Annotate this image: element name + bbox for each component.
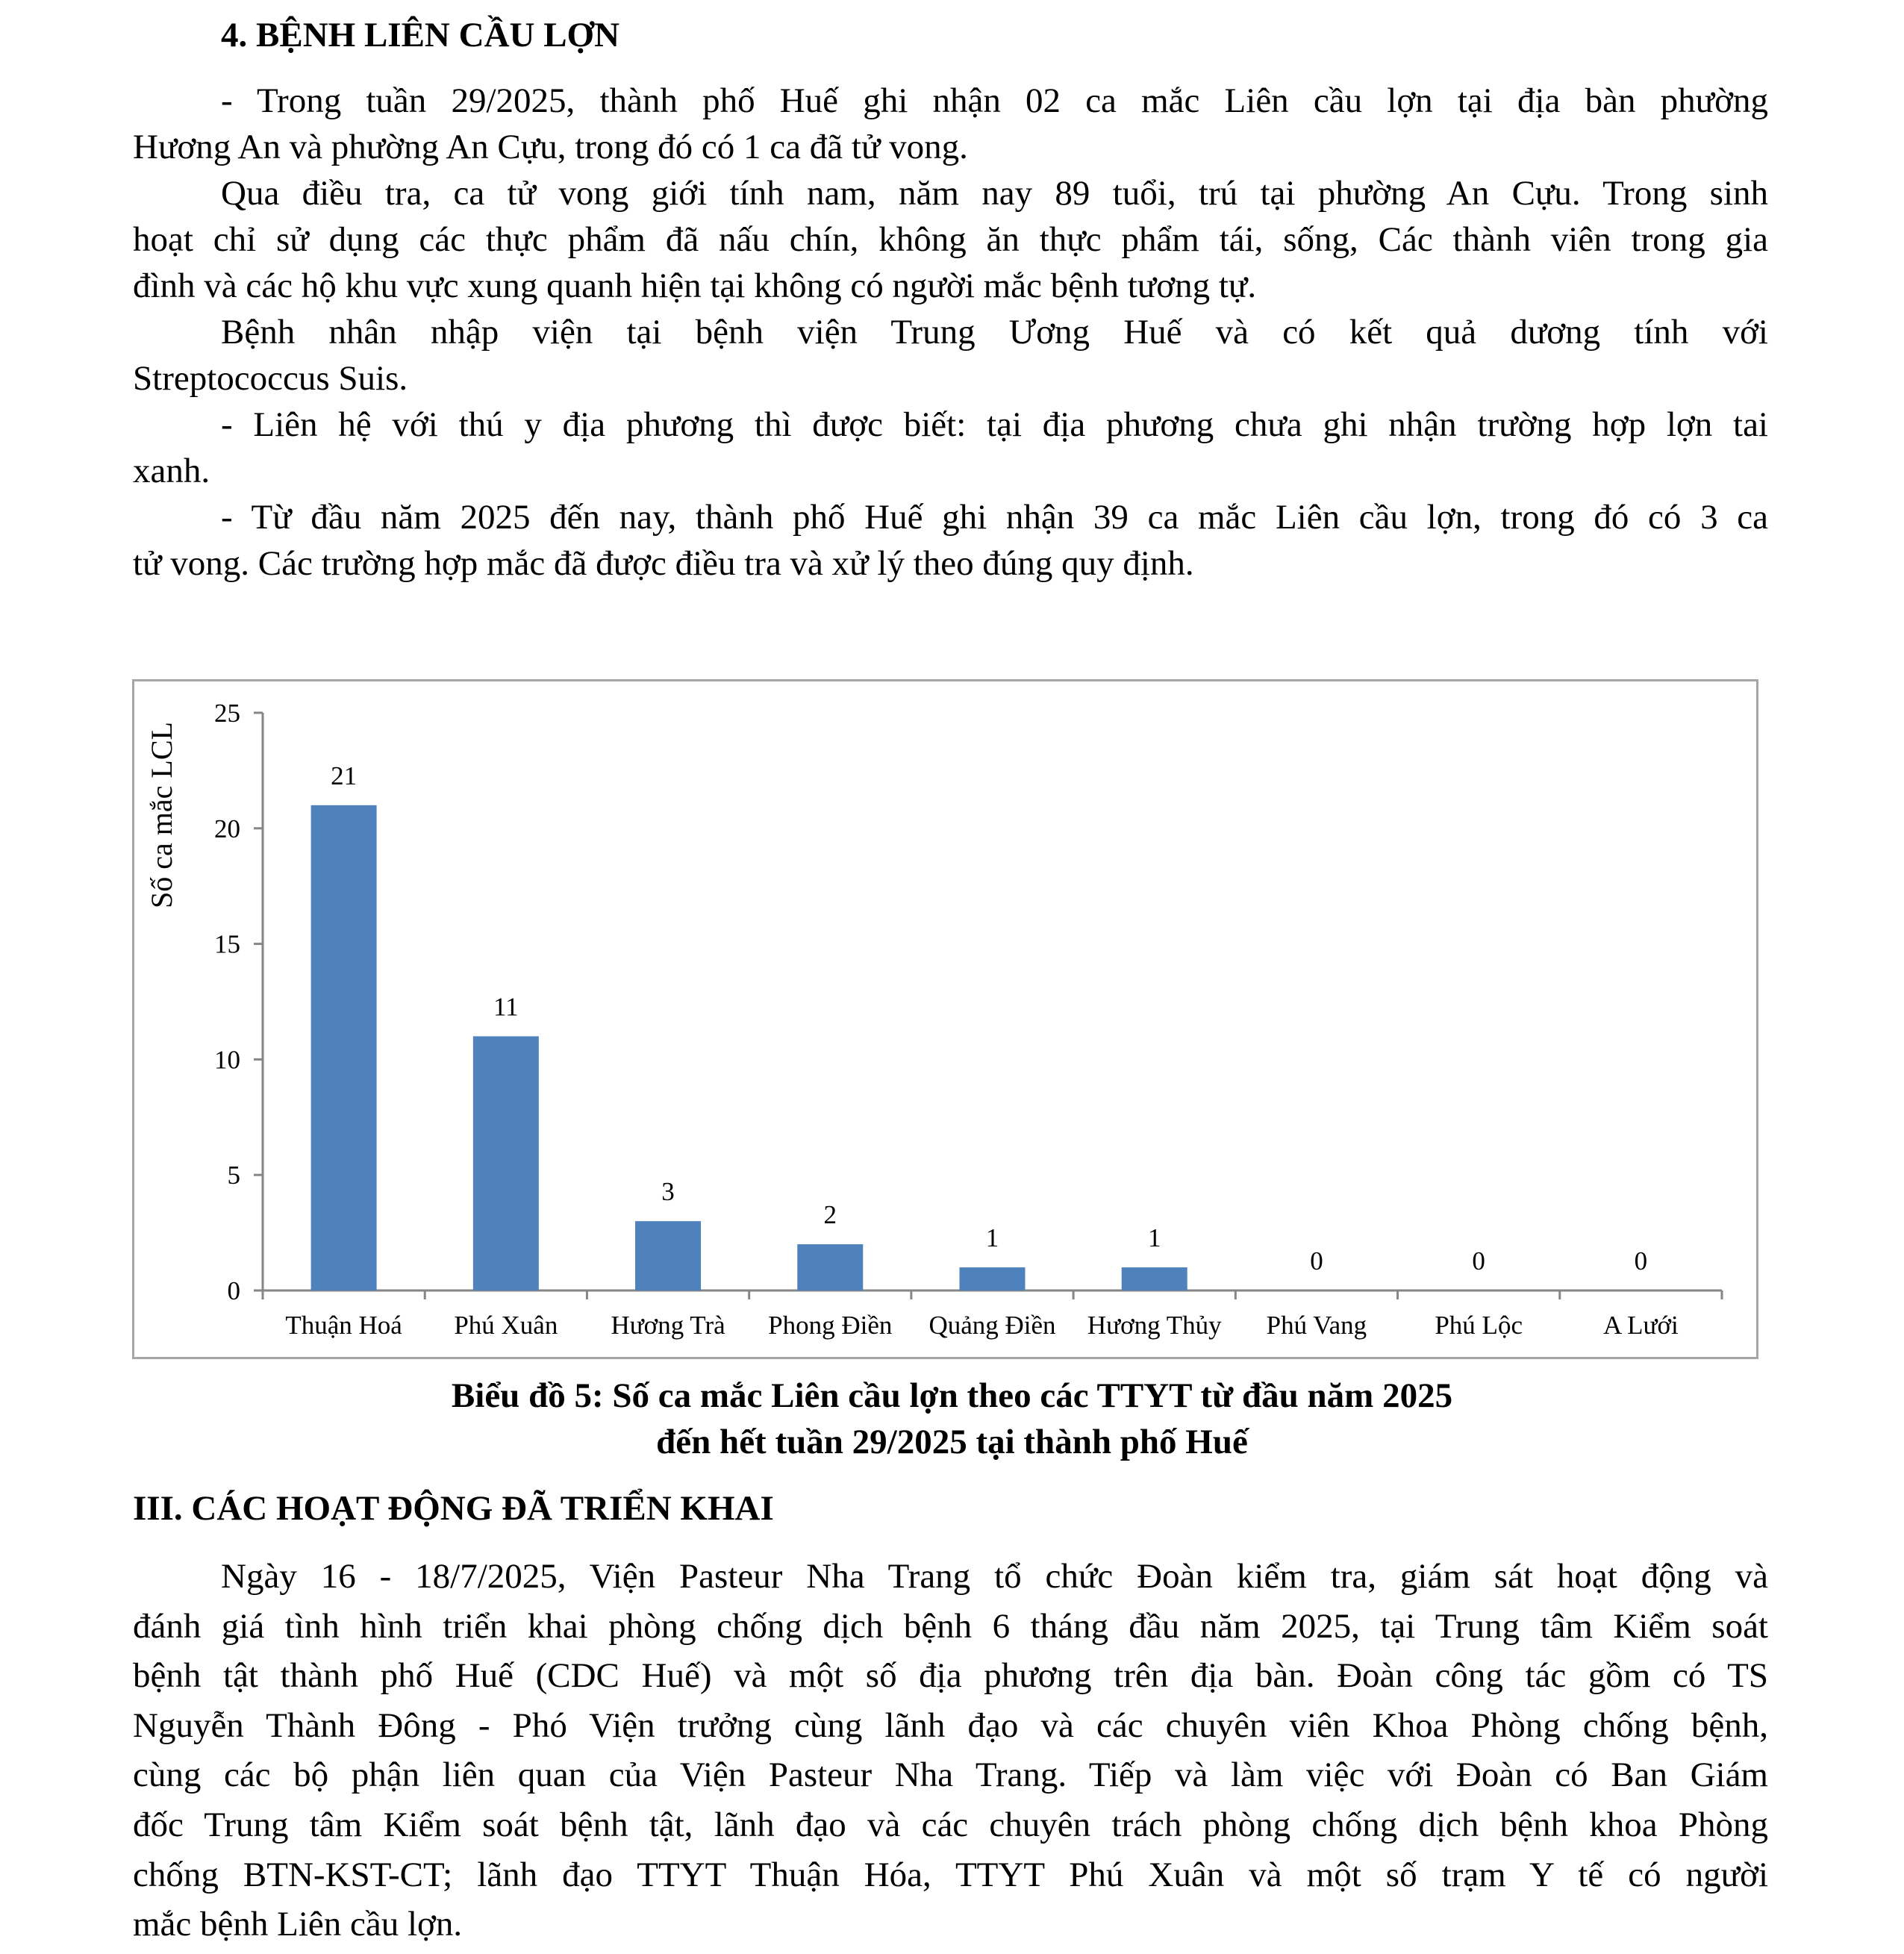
paragraph-line: - Trong tuần 29/2025, thành phố Huế ghi nhận 02 ca mắc Liên cầu lợn tại địa bàn phường	[221, 81, 1768, 120]
y-axis-label: Số ca mắc LCL	[145, 722, 178, 908]
y-tick-label: 25	[214, 699, 240, 728]
data-label: 0	[1310, 1246, 1323, 1276]
bar	[473, 1036, 539, 1290]
bar	[797, 1244, 863, 1290]
paragraph-line: đình và các hộ khu vực xung quanh hiện tại không có người mắc bệnh tương tự.	[133, 266, 1257, 305]
paragraph-line: hoạt chỉ sử dụng các thực phẩm đã nấu chín, không ăn thực phẩm tái, sống, Các thành viên trong gia	[133, 220, 1768, 259]
x-tick-label: Phú Vang	[1266, 1311, 1367, 1340]
y-tick-label: 10	[214, 1045, 240, 1075]
paragraph-line: xanh.	[133, 452, 210, 490]
paragraph-line: mắc bệnh Liên cầu lợn.	[133, 1905, 463, 1944]
x-tick-label: Thuận Hoá	[285, 1311, 402, 1340]
bar	[960, 1267, 1026, 1290]
x-tick-label: Hương Trà	[611, 1311, 725, 1340]
data-label: 1	[985, 1223, 999, 1253]
x-tick-label: Phú Lộc	[1435, 1311, 1523, 1340]
data-label: 0	[1634, 1246, 1648, 1276]
section-3-heading: III. CÁC HOẠT ĐỘNG ĐÃ TRIỂN KHAI	[133, 1489, 774, 1528]
paragraph-line: Bệnh nhân nhập viện tại bệnh viện Trung Ương Huế và có kết quả dương tính với	[221, 313, 1768, 352]
data-label: 21	[331, 761, 358, 790]
chart-caption-title: Biểu đồ 5: Số ca mắc Liên cầu lợn theo các TTYT từ đầu năm 2025	[451, 1376, 1453, 1415]
paragraph-line: cùng các bộ phận liên quan của Viện Pasteur Nha Trang. Tiếp và làm việc với Đoàn có Ban Giám	[133, 1755, 1768, 1795]
section-3-body	[133, 1552, 1768, 1950]
paragraph-line: - Liên hệ với thú y địa phương thì được biết: tại địa phương chưa ghi nhận trường hợp lợn tai	[221, 405, 1768, 444]
chart-caption-subtitle: đến hết tuần 29/2025 tại thành phố Huế	[656, 1423, 1248, 1461]
y-tick-label: 5	[227, 1161, 240, 1190]
paragraph-line: Ngày 16 - 18/7/2025, Viện Pasteur Nha Trang tổ chức Đoàn kiểm tra, giám sát hoạt động và	[221, 1557, 1768, 1596]
paragraph-line: tử vong. Các trường hợp mắc đã được điều tra và xử lý theo đúng quy định.	[133, 544, 1194, 583]
paragraph-line: bệnh tật thành phố Huế (CDC Huế) và một số địa phương trên địa bàn. Đoàn công tác gồm có TS	[133, 1656, 1768, 1696]
data-label: 2	[823, 1200, 837, 1230]
paragraph-line: đốc Trung tâm Kiểm soát bệnh tật, lãnh đạo và các chuyên trách phòng chống dịch bệnh khoa Phòng	[133, 1805, 1768, 1844]
paragraph-line: chống BTN-KST-CT; lãnh đạo TTYT Thuận Hóa, TTYT Phú Xuân và một số trạm Y tế có người	[133, 1855, 1768, 1894]
section-4-heading: 4. BỆNH LIÊN CẦU LỢN	[221, 16, 620, 54]
data-label: 11	[493, 992, 519, 1022]
bar	[635, 1221, 701, 1290]
paragraph-line: Nguyễn Thành Đông - Phó Viện trưởng cùng lãnh đạo và các chuyên viên Khoa Phòng chống bệnh,	[133, 1705, 1768, 1745]
bar	[1122, 1267, 1187, 1290]
y-tick-label: 20	[214, 814, 240, 843]
bar	[311, 805, 377, 1290]
x-tick-label: Phú Xuân	[454, 1311, 558, 1340]
data-label: 1	[1147, 1223, 1161, 1253]
paragraph-line: Hương An và phường An Cựu, trong đó có 1 ca đã tử vong.	[133, 128, 968, 166]
paragraph-line: Qua điều tra, ca tử vong giới tính nam, năm nay 89 tuổi, trú tại phường An Cựu. Trong sinh	[221, 174, 1768, 213]
x-tick-label: Phong Điền	[768, 1311, 893, 1340]
paragraph-line: - Từ đầu năm 2025 đến nay, thành phố Huế ghi nhận 39 ca mắc Liên cầu lợn, trong đó có 3 ca	[221, 498, 1768, 537]
paragraph-line: đánh giá tình hình triển khai phòng chống dịch bệnh 6 tháng đầu năm 2025, tại Trung tâm Kiểm soát	[133, 1606, 1768, 1646]
y-tick-label: 15	[214, 929, 240, 959]
x-tick-label: Hương Thủy	[1087, 1311, 1222, 1340]
y-tick-label: 0	[227, 1276, 240, 1305]
x-tick-label: A Lưới	[1603, 1311, 1679, 1340]
x-tick-label: Quảng Điền	[928, 1311, 1056, 1340]
data-label: 3	[661, 1177, 675, 1207]
data-label: 0	[1472, 1246, 1485, 1276]
paragraph-line: Streptococcus Suis.	[133, 359, 408, 398]
